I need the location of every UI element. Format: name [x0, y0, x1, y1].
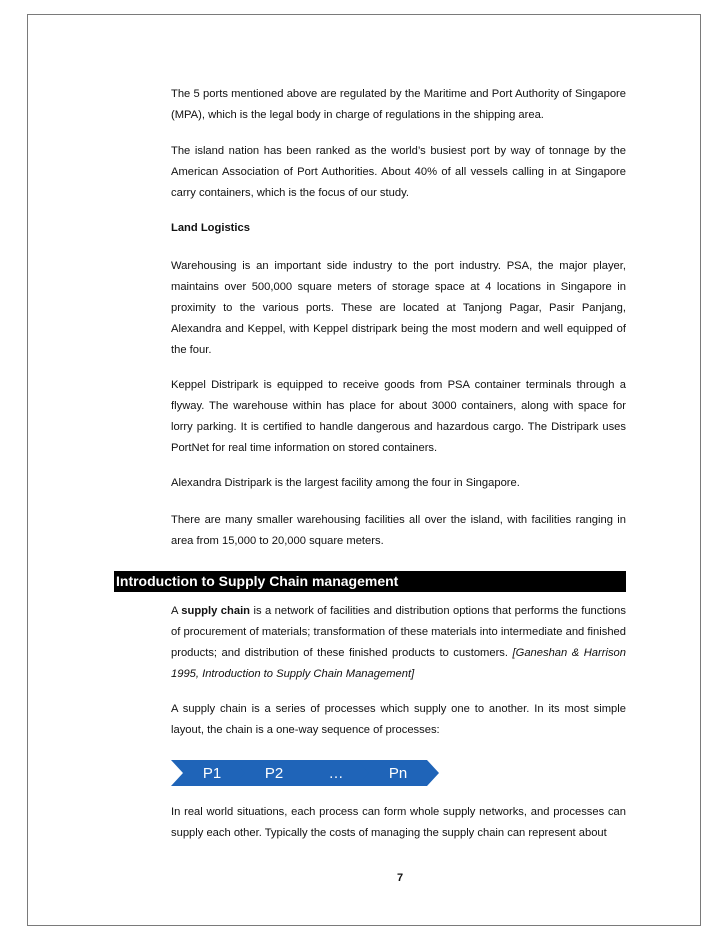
paragraph-keppel: Keppel Distripark is equipped to receive goods from PSA container terminals through a flyway. The warehouse within has place for about 3000 containers, along with space for lorry parking. It is certified to handle dangerous and hazardous cargo. The Distripark uses PortNet for real time information on stored containers.: [171, 379, 626, 454]
definition-body: is a network of facilities and distribution options that performs the functions of procurement of materials; transformation of these materials into intermediate and finished products; and distribution of these finished products to customers.: [171, 605, 626, 659]
chain-step-1-label: P1: [202, 765, 222, 782]
chain-step-4-label: Pn: [388, 765, 408, 782]
citation: [Ganeshan & Harrison 1995, Introduction to Supply Chain Management]: [171, 647, 626, 680]
paragraph-smaller-facilities: There are many smaller warehousing facilities all over the island, with facilities ranging in area from 15,000 to 20,000 square meters.: [171, 514, 626, 547]
paragraph-busiest-port: The island nation has been ranked as the world’s busiest port by way of tonnage by the American Association of Port Authorities. About 40% of all vessels calling in at Singapore carry containers, which is the focus of our study.: [171, 145, 626, 199]
definition-term: supply chain: [181, 605, 251, 617]
paragraph-real-world: In real world situations, each process can form whole supply networks, and processes can supply each other. Typically the costs of managing the supply chain can represent about: [171, 806, 626, 839]
chain-step-3-label: …: [328, 765, 344, 782]
chain-step-2-label: P2: [264, 765, 284, 782]
subheading-land-logistics: Land Logistics: [171, 222, 250, 234]
section-heading-supply-chain: Introduction to Supply Chain management: [114, 571, 626, 592]
paragraph-supply-chain-series: A supply chain is a series of processes which supply one to another. In its most simple layout, the chain is a one-way sequence of processes:: [171, 703, 626, 736]
paragraph-mpa: The 5 ports mentioned above are regulated by the Maritime and Port Authority of Singapore (MPA), which is the legal body in charge of regulations in the shipping area.: [171, 88, 626, 121]
paragraph-alexandra: Alexandra Distripark is the largest facility among the four in Singapore.: [171, 477, 520, 489]
process-chain-diagram: [171, 760, 441, 791]
definition-lead: A: [171, 605, 182, 617]
paragraph-warehousing: Warehousing is an important side industry to the port industry. PSA, the major player, maintains over 500,000 square meters of storage space at 4 locations in Singapore in proximity to the various ports. These are located at Tanjong Pagar, Pasir Panjang, Alexandra and Keppel, with Keppel distripark being the most modern and well equipped of the four.: [171, 260, 626, 356]
page-number: 7: [396, 872, 404, 884]
paragraph-supply-chain-definition: [171, 601, 626, 685]
